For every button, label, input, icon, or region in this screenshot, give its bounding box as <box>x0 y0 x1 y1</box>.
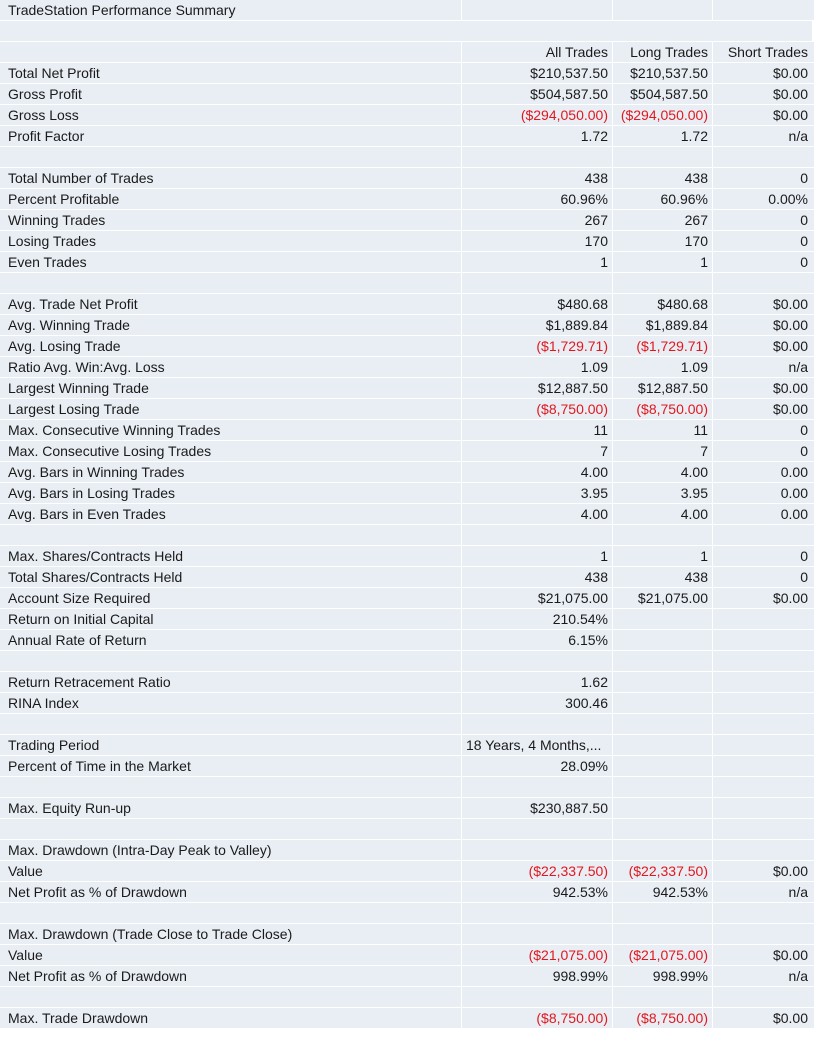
value-cell-all-trades[interactable] <box>462 924 612 944</box>
value-cell-short-trades[interactable]: $0.00 <box>713 945 814 965</box>
empty-cell[interactable] <box>462 525 612 545</box>
table-row-ratio-avg-win-avg-loss <box>0 357 816 378</box>
row-label[interactable]: Net Profit as % of Drawdown <box>0 882 461 902</box>
table-row-avg-trade-net-profit <box>0 294 816 315</box>
empty-cell[interactable] <box>713 777 814 797</box>
value-cell-long-trades[interactable]: $1,889.84 <box>613 315 712 335</box>
value-cell-long-trades[interactable] <box>613 798 712 818</box>
empty-cell[interactable] <box>713 0 814 20</box>
value-cell-all-trades[interactable]: 1.09 <box>462 357 612 377</box>
empty-cell[interactable] <box>613 0 712 20</box>
column-header-short-trades[interactable]: Short Trades <box>713 42 814 62</box>
table-row-net-profit-as-of-drawdown <box>0 882 816 903</box>
spacer-row <box>0 987 816 1008</box>
table-row-value <box>0 945 816 966</box>
value-cell-all-trades[interactable]: 438 <box>462 567 612 587</box>
value-cell-long-trades[interactable]: $504,587.50 <box>613 84 712 104</box>
empty-cell[interactable] <box>713 273 814 293</box>
spacer-row <box>0 714 816 735</box>
row-label[interactable]: Avg. Bars in Winning Trades <box>0 462 461 482</box>
value-cell-long-trades[interactable]: 4.00 <box>613 504 712 524</box>
value-cell-all-trades[interactable]: 4.00 <box>462 462 612 482</box>
value-cell-short-trades[interactable] <box>713 840 814 860</box>
value-cell-long-trades[interactable] <box>613 630 712 650</box>
value-cell-long-trades[interactable]: 438 <box>613 567 712 587</box>
value-cell-long-trades[interactable]: ($294,050.00) <box>613 105 712 125</box>
empty-cell[interactable] <box>613 525 712 545</box>
value-cell-all-trades[interactable]: 1 <box>462 546 612 566</box>
row-label[interactable]: Max. Consecutive Winning Trades <box>0 420 461 440</box>
value-cell-long-trades[interactable] <box>613 756 712 776</box>
table-row-value <box>0 861 816 882</box>
value-cell-all-trades[interactable]: 7 <box>462 441 612 461</box>
table-row-largest-losing-trade <box>0 399 816 420</box>
value-cell-long-trades[interactable]: 11 <box>613 420 712 440</box>
row-label[interactable]: Largest Winning Trade <box>0 378 461 398</box>
row-label[interactable]: Gross Loss <box>0 105 461 125</box>
value-cell-short-trades[interactable] <box>713 693 814 713</box>
row-label[interactable]: Profit Factor <box>0 126 461 146</box>
value-cell-long-trades[interactable]: 7 <box>613 441 712 461</box>
table-row-rina-index <box>0 693 816 714</box>
value-cell-all-trades[interactable]: $230,887.50 <box>462 798 612 818</box>
value-cell-long-trades[interactable]: 1.09 <box>613 357 712 377</box>
value-cell-long-trades[interactable] <box>613 840 712 860</box>
empty-cell[interactable] <box>713 651 814 671</box>
row-label[interactable]: Account Size Required <box>0 588 461 608</box>
table-row-total-net-profit <box>0 63 816 84</box>
value-cell-long-trades[interactable]: 1 <box>613 546 712 566</box>
value-cell-long-trades[interactable]: 60.96% <box>613 189 712 209</box>
value-cell-long-trades[interactable]: ($22,337.50) <box>613 861 712 881</box>
value-cell-short-trades[interactable] <box>713 630 814 650</box>
value-cell-short-trades[interactable] <box>713 756 814 776</box>
value-cell-all-trades[interactable]: 300.46 <box>462 693 612 713</box>
spacer-row <box>0 819 816 840</box>
value-cell-short-trades[interactable]: $0.00 <box>713 315 814 335</box>
value-cell-all-trades[interactable]: $210,537.50 <box>462 63 612 83</box>
table-row-max-shares-contracts-held <box>0 546 816 567</box>
value-cell-short-trades[interactable]: 0 <box>713 420 814 440</box>
value-cell-all-trades[interactable] <box>462 840 612 860</box>
table-row-max-drawdown-trade-close-to-trade-close <box>0 924 816 945</box>
empty-cell[interactable] <box>0 147 461 167</box>
value-cell-all-trades[interactable]: 3.95 <box>462 483 612 503</box>
row-label[interactable]: Annual Rate of Return <box>0 630 461 650</box>
table-row-profit-factor <box>0 126 816 147</box>
row-label[interactable]: Total Number of Trades <box>0 168 461 188</box>
column-header-row <box>0 42 816 63</box>
value-cell-short-trades[interactable]: 0.00 <box>713 483 814 503</box>
empty-cell[interactable] <box>613 987 712 1007</box>
empty-cell[interactable] <box>462 651 612 671</box>
row-label[interactable]: Max. Trade Drawdown <box>0 1008 461 1028</box>
value-cell-short-trades[interactable]: 0 <box>713 252 814 272</box>
value-cell-all-trades[interactable]: ($22,337.50) <box>462 861 612 881</box>
value-cell-short-trades[interactable]: 0 <box>713 231 814 251</box>
empty-cell[interactable] <box>0 777 461 797</box>
value-cell-all-trades[interactable]: 1 <box>462 252 612 272</box>
spacer-row <box>0 147 816 168</box>
value-cell-all-trades[interactable]: 1.62 <box>462 672 612 692</box>
value-cell-long-trades[interactable]: 1 <box>613 252 712 272</box>
value-cell-short-trades[interactable]: $0.00 <box>713 588 814 608</box>
value-cell-short-trades[interactable]: $0.00 <box>713 84 814 104</box>
table-row-return-on-initial-capital <box>0 609 816 630</box>
row-label[interactable]: Value <box>0 945 461 965</box>
empty-cell[interactable] <box>462 0 612 20</box>
row-label[interactable]: Ratio Avg. Win:Avg. Loss <box>0 357 461 377</box>
value-cell-long-trades[interactable]: $210,537.50 <box>613 63 712 83</box>
empty-cell[interactable] <box>713 147 814 167</box>
table-row-net-profit-as-of-drawdown <box>0 966 816 987</box>
empty-cell[interactable] <box>0 714 461 734</box>
value-cell-all-trades[interactable]: $1,889.84 <box>462 315 612 335</box>
spacer-row <box>0 21 816 42</box>
spacer-row <box>0 273 816 294</box>
value-cell-long-trades[interactable]: $21,075.00 <box>613 588 712 608</box>
table-row-winning-trades <box>0 210 816 231</box>
table-row-max-drawdown-intra-day-peak-to-valley <box>0 840 816 861</box>
table-row-avg-bars-in-losing-trades <box>0 483 816 504</box>
value-cell-long-trades[interactable]: $480.68 <box>613 294 712 314</box>
column-header-all-trades[interactable]: All Trades <box>462 42 612 62</box>
column-header-long-trades[interactable]: Long Trades <box>613 42 712 62</box>
empty-cell[interactable] <box>713 714 814 734</box>
value-cell-short-trades[interactable]: $0.00 <box>713 378 814 398</box>
empty-cell[interactable] <box>613 714 712 734</box>
empty-cell[interactable] <box>613 147 712 167</box>
value-cell-all-trades[interactable]: 6.15% <box>462 630 612 650</box>
empty-cell[interactable] <box>0 987 461 1007</box>
empty-cell[interactable] <box>462 987 612 1007</box>
value-cell-short-trades[interactable]: 0 <box>713 567 814 587</box>
table-row-percent-profitable <box>0 189 816 210</box>
value-cell-all-trades[interactable]: $21,075.00 <box>462 588 612 608</box>
table-row-gross-loss <box>0 105 816 126</box>
value-cell-all-trades[interactable]: ($8,750.00) <box>462 1008 612 1028</box>
value-cell-long-trades[interactable]: ($21,075.00) <box>613 945 712 965</box>
table-row-total-shares-contracts-held <box>0 567 816 588</box>
value-cell-all-trades[interactable]: 28.09% <box>462 756 612 776</box>
row-label[interactable]: Percent of Time in the Market <box>0 756 461 776</box>
value-cell-short-trades[interactable]: n/a <box>713 126 814 146</box>
row-label[interactable]: Avg. Bars in Even Trades <box>0 504 461 524</box>
header-empty-cell[interactable] <box>0 42 461 62</box>
value-cell-short-trades[interactable] <box>713 609 814 629</box>
table-row-annual-rate-of-return <box>0 630 816 651</box>
spacer-row <box>0 777 816 798</box>
value-cell-short-trades[interactable]: 0 <box>713 546 814 566</box>
table-row-trading-period <box>0 735 816 756</box>
empty-cell[interactable] <box>713 987 814 1007</box>
value-cell-long-trades[interactable]: ($1,729.71) <box>613 336 712 356</box>
empty-cell[interactable] <box>613 777 712 797</box>
value-cell-short-trades[interactable] <box>713 798 814 818</box>
row-label[interactable]: Return Retracement Ratio <box>0 672 461 692</box>
table-row-largest-winning-trade <box>0 378 816 399</box>
value-cell-long-trades[interactable]: ($8,750.00) <box>613 1008 712 1028</box>
table-row-total-number-of-trades <box>0 168 816 189</box>
value-cell-short-trades[interactable] <box>713 735 814 755</box>
row-label[interactable]: Largest Losing Trade <box>0 399 461 419</box>
spacer-row <box>0 651 816 672</box>
spacer-cell <box>0 21 812 41</box>
value-cell-long-trades[interactable]: 267 <box>613 210 712 230</box>
empty-cell[interactable] <box>613 903 712 923</box>
value-cell-all-trades[interactable]: 11 <box>462 420 612 440</box>
empty-cell[interactable] <box>613 651 712 671</box>
value-cell-long-trades[interactable] <box>613 693 712 713</box>
value-cell-long-trades[interactable] <box>613 609 712 629</box>
empty-cell[interactable] <box>713 819 814 839</box>
value-cell-all-trades[interactable]: 438 <box>462 168 612 188</box>
value-cell-all-trades[interactable]: ($21,075.00) <box>462 945 612 965</box>
value-cell-long-trades[interactable] <box>613 735 712 755</box>
value-cell-short-trades[interactable]: n/a <box>713 357 814 377</box>
empty-cell[interactable] <box>462 273 612 293</box>
empty-cell[interactable] <box>0 903 461 923</box>
value-cell-short-trades[interactable]: $0.00 <box>713 336 814 356</box>
table-row-percent-of-time-in-the-market <box>0 756 816 777</box>
row-label[interactable]: Losing Trades <box>0 231 461 251</box>
empty-cell[interactable] <box>0 525 461 545</box>
value-cell-short-trades[interactable]: $0.00 <box>713 63 814 83</box>
row-label[interactable]: Max. Drawdown (Trade Close to Trade Close) <box>0 924 461 944</box>
value-cell-all-trades[interactable]: ($8,750.00) <box>462 399 612 419</box>
value-cell-long-trades[interactable]: 438 <box>613 168 712 188</box>
table-row-gross-profit <box>0 84 816 105</box>
value-cell-long-trades[interactable] <box>613 924 712 944</box>
empty-cell[interactable] <box>0 819 461 839</box>
empty-cell[interactable] <box>0 273 461 293</box>
value-cell-long-trades[interactable]: ($8,750.00) <box>613 399 712 419</box>
table-row-max-equity-run-up <box>0 798 816 819</box>
table-row-even-trades <box>0 252 816 273</box>
value-cell-long-trades[interactable] <box>613 672 712 692</box>
value-cell-all-trades[interactable]: 1.72 <box>462 126 612 146</box>
row-label[interactable]: Value <box>0 861 461 881</box>
value-cell-all-trades[interactable]: ($294,050.00) <box>462 105 612 125</box>
table-row-avg-losing-trade <box>0 336 816 357</box>
empty-cell[interactable] <box>0 651 461 671</box>
value-cell-all-trades[interactable]: 210.54% <box>462 609 612 629</box>
value-cell-all-trades[interactable]: 998.99% <box>462 966 612 986</box>
table-row-avg-bars-in-even-trades <box>0 504 816 525</box>
empty-cell[interactable] <box>613 819 712 839</box>
spacer-row <box>0 903 816 924</box>
row-label[interactable]: Avg. Trade Net Profit <box>0 294 461 314</box>
value-cell-short-trades[interactable]: 0.00 <box>713 462 814 482</box>
value-cell-short-trades[interactable]: n/a <box>713 882 814 902</box>
row-label[interactable]: Total Shares/Contracts Held <box>0 567 461 587</box>
value-cell-all-trades[interactable]: $480.68 <box>462 294 612 314</box>
value-cell-short-trades[interactable]: $0.00 <box>713 105 814 125</box>
empty-cell[interactable] <box>713 903 814 923</box>
row-label[interactable]: Trading Period <box>0 735 461 755</box>
value-cell-long-trades[interactable]: 3.95 <box>613 483 712 503</box>
value-cell-all-trades[interactable]: 942.53% <box>462 882 612 902</box>
row-label[interactable]: RINA Index <box>0 693 461 713</box>
row-label[interactable]: Return on Initial Capital <box>0 609 461 629</box>
report-title[interactable]: TradeStation Performance Summary <box>0 0 461 20</box>
value-cell-all-trades[interactable]: 60.96% <box>462 189 612 209</box>
empty-cell[interactable] <box>462 147 612 167</box>
empty-cell[interactable] <box>613 273 712 293</box>
table-row-account-size-required <box>0 588 816 609</box>
empty-cell[interactable] <box>713 525 814 545</box>
value-cell-all-trades[interactable]: $504,587.50 <box>462 84 612 104</box>
empty-cell[interactable] <box>462 714 612 734</box>
empty-cell[interactable] <box>462 903 612 923</box>
value-cell-short-trades[interactable]: 0 <box>713 441 814 461</box>
spacer-row <box>0 525 816 546</box>
table-row-avg-bars-in-winning-trades <box>0 462 816 483</box>
value-cell-short-trades[interactable]: 0 <box>713 210 814 230</box>
table-row-max-trade-drawdown <box>0 1008 816 1029</box>
row-label[interactable]: Gross Profit <box>0 84 461 104</box>
value-cell-long-trades[interactable]: 1.72 <box>613 126 712 146</box>
value-cell-short-trades[interactable]: 0 <box>713 168 814 188</box>
value-cell-short-trades[interactable] <box>713 672 814 692</box>
row-label[interactable]: Avg. Losing Trade <box>0 336 461 356</box>
value-cell-long-trades[interactable]: 998.99% <box>613 966 712 986</box>
value-cell-all-trades[interactable]: 18 Years, 4 Months,... <box>462 735 612 755</box>
table-row-losing-trades <box>0 231 816 252</box>
value-cell-long-trades[interactable]: 942.53% <box>613 882 712 902</box>
row-label[interactable]: Total Net Profit <box>0 63 461 83</box>
table-row-max-consecutive-winning-trades <box>0 420 816 441</box>
value-cell-all-trades[interactable]: $12,887.50 <box>462 378 612 398</box>
row-label[interactable]: Percent Profitable <box>0 189 461 209</box>
row-label[interactable]: Max. Equity Run-up <box>0 798 461 818</box>
value-cell-short-trades[interactable]: n/a <box>713 966 814 986</box>
value-cell-all-trades[interactable]: 170 <box>462 231 612 251</box>
row-label[interactable]: Max. Drawdown (Intra-Day Peak to Valley) <box>0 840 461 860</box>
value-cell-short-trades[interactable]: $0.00 <box>713 1008 814 1028</box>
value-cell-long-trades[interactable]: 4.00 <box>613 462 712 482</box>
value-cell-short-trades[interactable]: 0.00 <box>713 504 814 524</box>
value-cell-all-trades[interactable]: 267 <box>462 210 612 230</box>
value-cell-all-trades[interactable]: 4.00 <box>462 504 612 524</box>
value-cell-short-trades[interactable]: $0.00 <box>713 861 814 881</box>
empty-cell[interactable] <box>462 777 612 797</box>
table-row-max-consecutive-losing-trades <box>0 441 816 462</box>
value-cell-short-trades[interactable]: $0.00 <box>713 294 814 314</box>
empty-cell[interactable] <box>462 819 612 839</box>
row-label[interactable]: Net Profit as % of Drawdown <box>0 966 461 986</box>
title-row <box>0 0 816 21</box>
row-label[interactable]: Max. Consecutive Losing Trades <box>0 441 461 461</box>
value-cell-long-trades[interactable]: 170 <box>613 231 712 251</box>
row-label[interactable]: Avg. Winning Trade <box>0 315 461 335</box>
table-row-return-retracement-ratio <box>0 672 816 693</box>
row-label[interactable]: Even Trades <box>0 252 461 272</box>
value-cell-long-trades[interactable]: $12,887.50 <box>613 378 712 398</box>
row-label[interactable]: Avg. Bars in Losing Trades <box>0 483 461 503</box>
value-cell-short-trades[interactable]: $0.00 <box>713 399 814 419</box>
value-cell-short-trades[interactable]: 0.00% <box>713 189 814 209</box>
table-row-avg-winning-trade <box>0 315 816 336</box>
value-cell-all-trades[interactable]: ($1,729.71) <box>462 336 612 356</box>
value-cell-short-trades[interactable] <box>713 924 814 944</box>
row-label[interactable]: Max. Shares/Contracts Held <box>0 546 461 566</box>
row-label[interactable]: Winning Trades <box>0 210 461 230</box>
